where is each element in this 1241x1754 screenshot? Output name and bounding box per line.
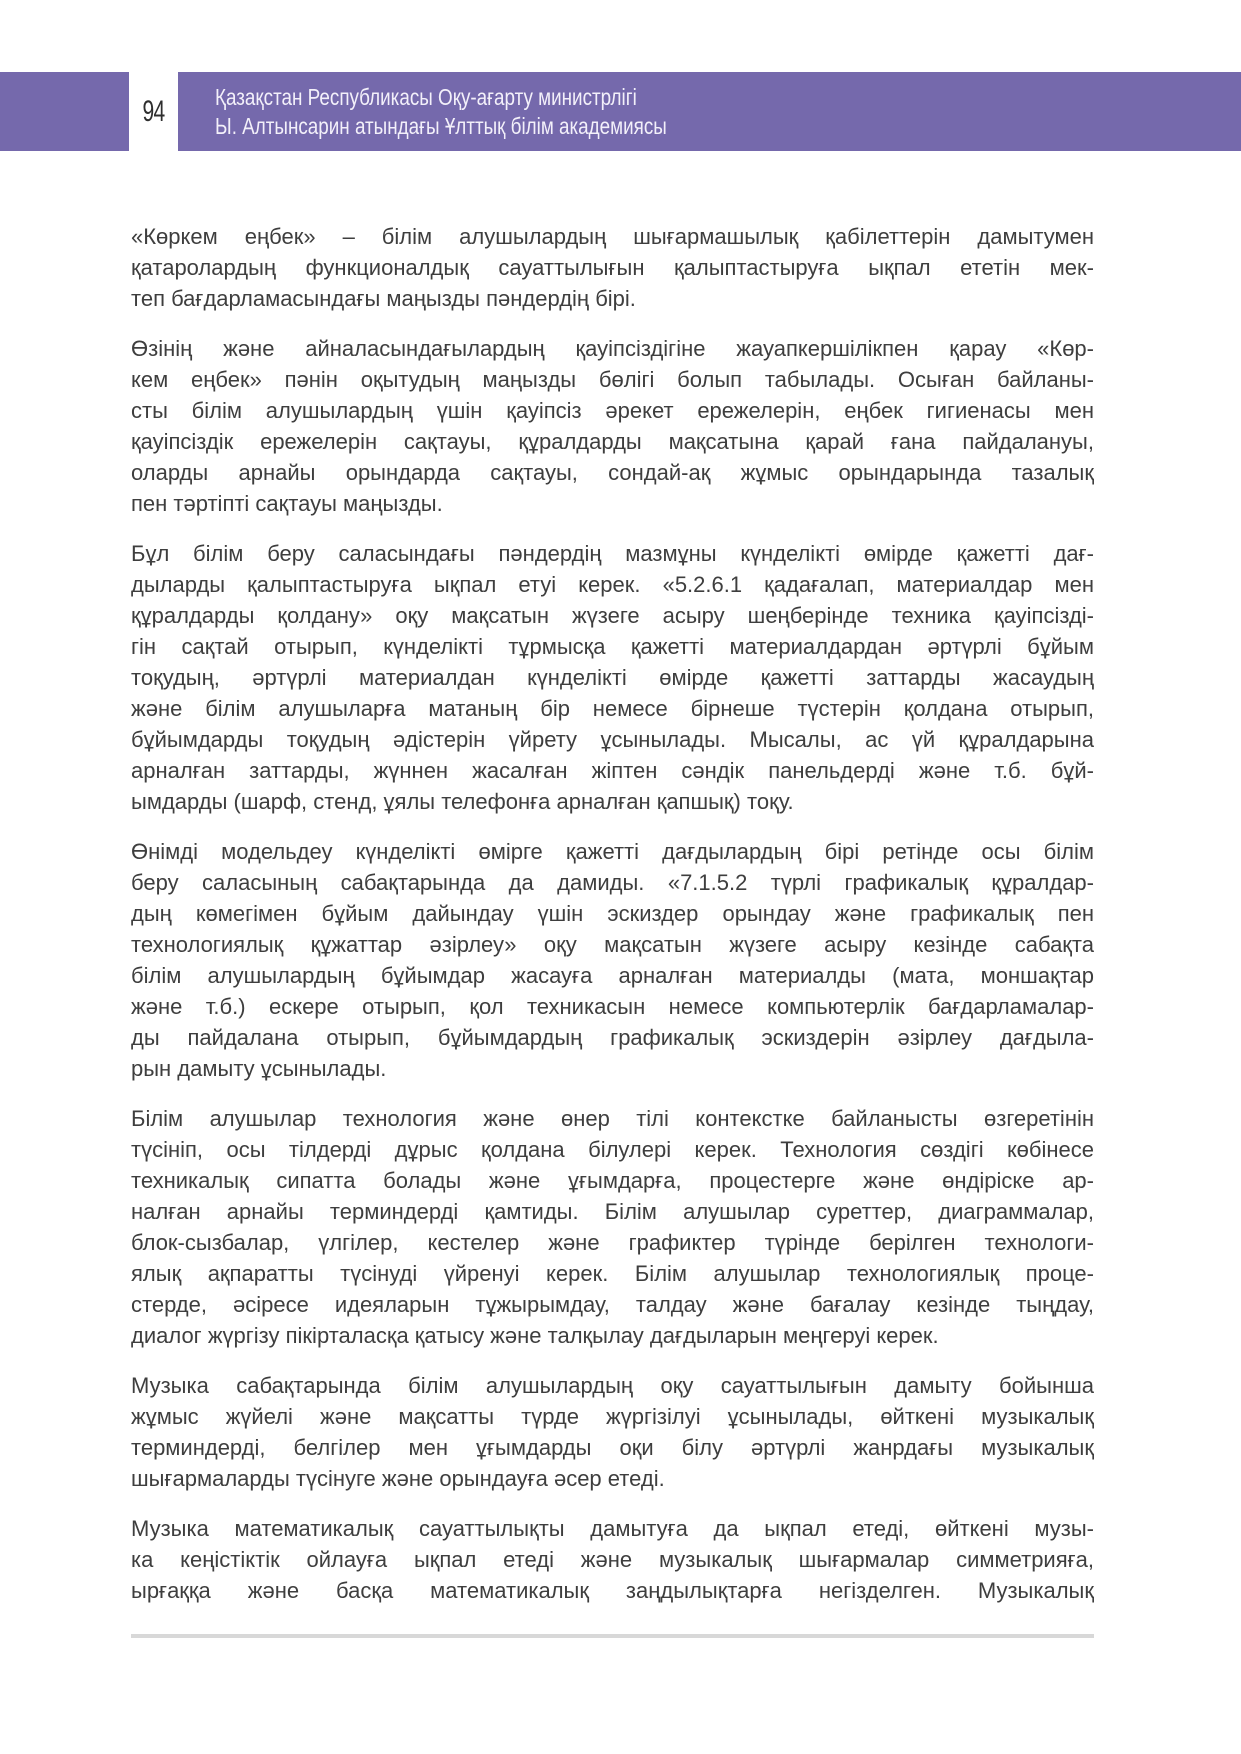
text-line: налған арнайы терминдерді қамтиды. Білім алушылар суреттер, диаграммалар,	[131, 1199, 1094, 1224]
text-line: және т.б.) ескере отырып, қол техникасын немесе компьютерлік бағдарламалар-	[131, 994, 1094, 1019]
text-line: гін сақтай отырып, күнделікті тұрмысқа қажетті материалдардан әртүрлі бұйым	[131, 634, 1094, 659]
header-left-band	[0, 72, 129, 151]
text-line: бұйымдарды тоқудың әдістерін үйрету ұсынылады. Мысалы, ас үй құралдарына	[131, 727, 1094, 752]
text-line: және білім алушыларға матаның бір немесе бірнеше түстерін қолдана отырып,	[131, 696, 1094, 721]
paragraph	[131, 836, 1094, 1084]
text-line: Өзінің және айналасындағылардың қауіпсіздігіне жауапкершілікпен қарау «Көр-	[131, 336, 1094, 361]
header-main-band	[178, 72, 1241, 151]
text-line: ялық ақпаратты түсінуді үйренуі керек. Білім алушылар технологиялық проце-	[131, 1261, 1094, 1286]
text-line: құралдарды қолдану» оқу мақсатын жүзеге асыру шеңберінде техника қауіпсізді-	[131, 603, 1094, 628]
text-line: ка кеңістіктік ойлауға ықпал етеді және музыкалық шығармалар симметрияға,	[131, 1547, 1094, 1572]
paragraph	[131, 1103, 1094, 1351]
text-line: пен тәртіпті сақтауы маңызды.	[131, 491, 443, 516]
text-line: диалог жүргізу пікірталасқа қатысу және талқылау дағдыларын меңгеруі керек.	[131, 1323, 939, 1348]
footer-divider	[131, 1634, 1094, 1638]
text-line: сты білім алушылардың үшін қауіпсіз әрекет ережелерін, еңбек гигиенасы мен	[131, 398, 1094, 423]
text-line: арналған заттарды, жүннен жасалған жіптен сәндік панельдерді және т.б. бұй-	[131, 758, 1094, 783]
text-line: Музыка сабақтарында білім алушылардың оқу сауаттылығын дамыту бойынша	[131, 1373, 1094, 1398]
text-line: ды пайдалана отырып, бұйымдардың графикалық эскиздерін әзірлеу дағдыла-	[131, 1025, 1094, 1050]
text-line: Өнімді модельдеу күнделікті өмірге қажетті дағдылардың бірі ретінде осы білім	[131, 839, 1094, 864]
text-line: терминдерді, белгілер мен ұғымдарды оқи білу әртүрлі жанрдағы музыкалық	[131, 1435, 1094, 1460]
text-line: стерде, әсіресе идеяларын тұжырымдау, талдау және бағалау кезінде тыңдау,	[131, 1292, 1094, 1317]
text-line: беру саласының сабақтарында да дамиды. «7.1.5.2 түрлі графикалық құралдар-	[131, 870, 1094, 895]
header-org-lines	[215, 83, 1056, 141]
text-line: блок-сызбалар, үлгілер, кестелер және графиктер түрінде берілген технологи-	[131, 1230, 1094, 1255]
text-line: қатаролардың функционалдық сауаттылығын қалыптастыруға ықпал ететін мек-	[131, 255, 1094, 280]
paragraph	[131, 221, 1094, 314]
text-line: дың көмегімен бұйым дайындау үшін эскиздер орындау және графикалық пен	[131, 901, 1094, 926]
text-line: Бұл білім беру саласындағы пәндердің мазмұны күнделікті өмірде қажетті дағ-	[131, 541, 1094, 566]
text-line: ырғаққа және басқа математикалық заңдылықтарға негізделген. Музыкалық	[131, 1578, 1094, 1603]
text-line: техникалық сипатта болады және ұғымдарға, процестерге және өндіріске ар-	[131, 1168, 1094, 1193]
paragraph	[131, 1370, 1094, 1494]
text-line: шығармаларды түсінуге және орындауға әсер етеді.	[131, 1466, 665, 1491]
text-line: тоқудың, әртүрлі материалдан күнделікті өмірде қажетті заттарды жасаудың	[131, 665, 1094, 690]
paragraph	[131, 1513, 1094, 1606]
text-line: кем еңбек» пәнін оқытудың маңызды бөлігі болып табылады. Осыған байланы-	[131, 367, 1094, 392]
header-org-line-2: Ы. Алтынсарин атындағы Ұлттық білім академиясы	[215, 112, 667, 139]
text-line: «Көркем еңбек» – білім алушылардың шығармашылық қабілеттерін дамытумен	[131, 224, 1094, 249]
text-line: Музыка математикалық сауаттылықты дамытуға да ықпал етеді, өйткені музы-	[131, 1516, 1094, 1541]
text-line: дыларды қалыптастыруға ықпал етуі керек. «5.2.6.1 қадағалап, материалдар мен	[131, 572, 1094, 597]
paragraph	[131, 538, 1094, 817]
text-line: Білім алушылар технология және өнер тілі контекстке байланысты өзгеретінін	[131, 1106, 1094, 1131]
text-line: рын дамыту ұсынылады.	[131, 1056, 387, 1081]
text-line: технологиялық құжаттар әзірлеу» оқу мақсатын жүзеге асыру кезінде сабақта	[131, 932, 1094, 957]
header-org-line-1: Қазақстан Республикасы Оқу-ағарту министрлігі	[215, 83, 637, 110]
text-line: теп бағдарламасындағы маңызды пәндердің бірі.	[131, 286, 636, 311]
body-text	[131, 221, 1094, 1606]
text-line: жұмыс жүйелі және мақсатты түрде жүргізілуі ұсынылады, өйткені музыкалық	[131, 1404, 1094, 1429]
text-line: білім алушылардың бұйымдар жасауға арналған материалды (мата, моншақтар	[131, 963, 1094, 988]
text-line: түсініп, осы тілдерді дұрыс қолдана білулері керек. Технология сөздігі көбінесе	[131, 1137, 1094, 1162]
text-line: оларды арнайы орындарда сақтауы, сондай-ақ жұмыс орындарында тазалық	[131, 460, 1094, 485]
running-head	[0, 72, 1241, 151]
text-line: қауіпсіздік ережелерін сақтауы, құралдарды мақсатына қарай ғана пайдалануы,	[131, 429, 1094, 454]
text-line: ымдарды (шарф, стенд, ұялы телефонға арналған қапшық) тоқу.	[131, 789, 794, 814]
paragraph	[131, 333, 1094, 519]
page-number: 94	[142, 94, 165, 128]
